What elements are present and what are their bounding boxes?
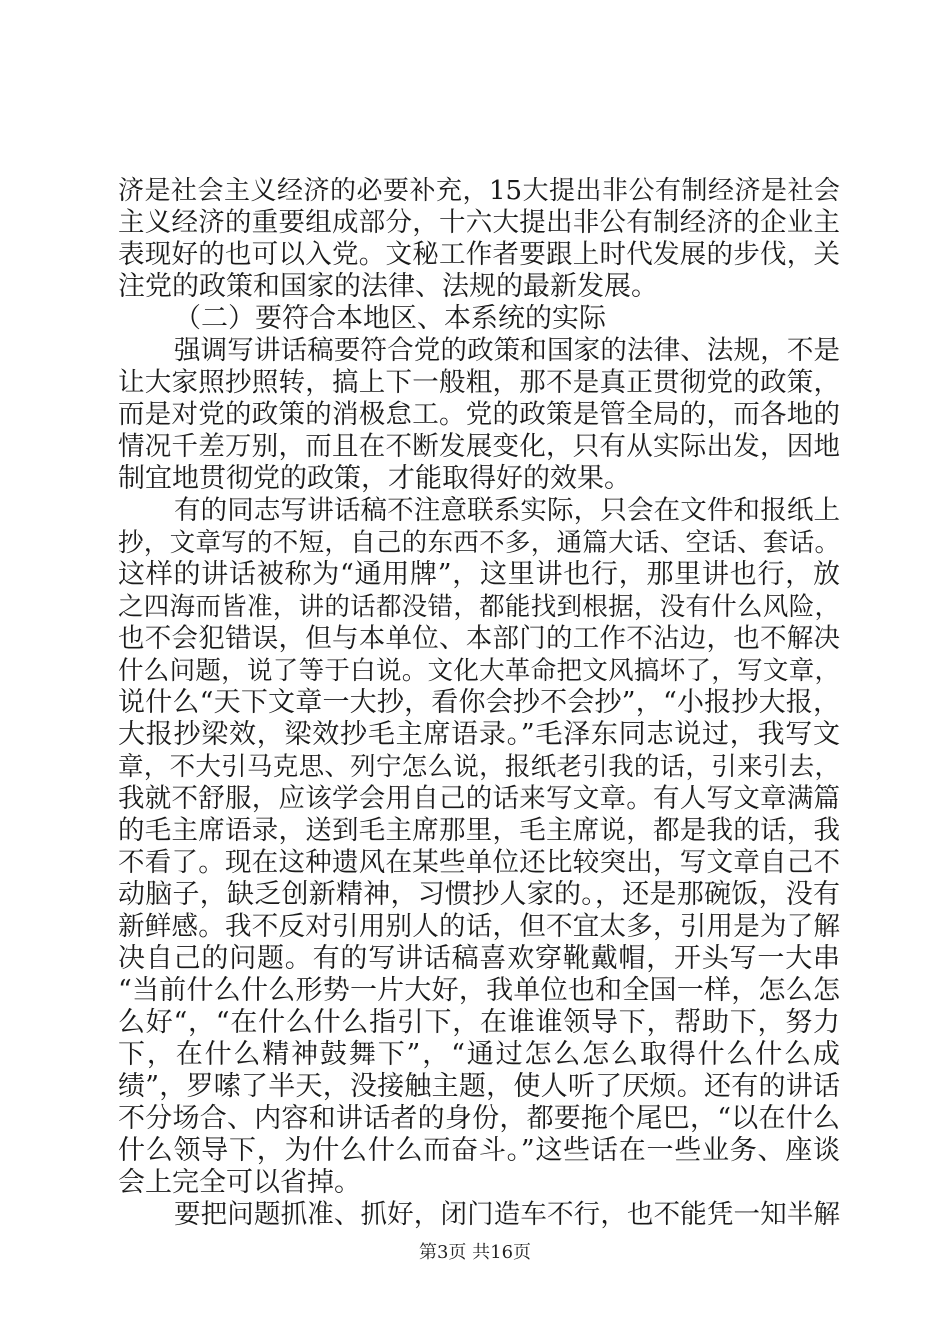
text-line: 大报抄梁效，梁效抄毛主席语录。”毛泽东同志说过，我写文	[118, 719, 840, 750]
text-line: 有的同志写讲话稿不注意联系实际，只会在文件和报纸上	[174, 495, 840, 526]
text-line: 这样的讲话被称为“通用牌”，这里讲也行，那里讲也行，放	[118, 559, 840, 590]
text-line: 之四海而皆准，讲的话都没错，都能找到根据，没有什么风险，	[118, 592, 840, 622]
text-line: 什么问题，说了等于白说。文化大革命把文风搞坏了，写文章，	[118, 656, 840, 686]
text-line: 抄，文章写的不短，自己的东西不多，通篇大话、空话、套话。	[118, 528, 840, 558]
text-line: 而是对党的政策的消极怠工。党的政策是管全局的，而各地的	[118, 399, 840, 430]
text-line: 下，在什么精神鼓舞下”，“通过怎么怎么取得什么什么成	[118, 1039, 840, 1070]
text-line: 章，不大引马克思、列宁怎么说，报纸老引我的话，引来引去，	[118, 752, 840, 782]
text-line: 么好“，“在什么什么指引下，在谁谁领导下，帮助下，努力	[118, 1007, 840, 1038]
text-line: 会上完全可以省掉。	[118, 1167, 361, 1198]
text-line: 说什么“天下文章一大抄，看你会抄不会抄”，“小报抄大报，	[118, 687, 840, 718]
text-line: 绩”，罗嗦了半天，没接触主题，使人听了厌烦。还有的讲话	[118, 1071, 840, 1102]
text-line: 主义经济的重要组成部分，十六大提出非公有制经济的企业主	[118, 207, 840, 238]
text-line: 要把问题抓准、抓好，闭门造车不行，也不能凭一知半解	[174, 1199, 840, 1230]
text-line: 注党的政策和国家的法律、法规的最新发展。	[118, 271, 658, 302]
text-line: 也不会犯错误，但与本单位、本部门的工作不沾边，也不解决	[118, 623, 840, 654]
text-line: 动脑子，缺乏创新精神，习惯抄人家的。，还是那碗饭，没有	[118, 879, 840, 910]
text-line: 制宜地贯彻党的政策，才能取得好的效果。	[118, 463, 631, 494]
text-line: 我就不舒服，应该学会用自己的话来写文章。有人写文章满篇	[118, 783, 840, 814]
text-line: “当前什么什么形势一片大好，我单位也和全国一样，怎么怎	[118, 975, 840, 1006]
text-line: 让大家照抄照转，搞上下一般粗，那不是真正贯彻党的政策，	[118, 367, 840, 398]
text-line: 强调写讲话稿要符合党的政策和国家的法律、法规，不是	[174, 335, 840, 366]
page-footer: 第3页 共16页	[418, 1242, 532, 1263]
text-line: 决自己的问题。有的写讲话稿喜欢穿靴戴帽，开头写一大串	[118, 943, 840, 974]
text-line: 情况千差万别，而且在不断发展变化，只有从实际出发，因地	[118, 431, 840, 462]
text-line: 不分场合、内容和讲话者的身份，都要拖个尾巴，“以在什么	[118, 1103, 840, 1134]
text-line: 新鲜感。我不反对引用别人的话，但不宜太多，引用是为了解	[118, 911, 840, 942]
text-line: 表现好的也可以入党。文秘工作者要跟上时代发展的步伐，关	[118, 239, 840, 270]
text-line: 的毛主席语录，送到毛主席那里，毛主席说，都是我的话，我	[118, 815, 840, 846]
text-line: 什么领导下，为什么什么而奋斗。”这些话在一些业务、座谈	[118, 1135, 840, 1166]
text-line: 不看了。现在这种遗风在某些单位还比较突出，写文章自己不	[118, 847, 840, 878]
text-line: （二）要符合本地区、本系统的实际	[174, 303, 606, 334]
text-line: 济是社会主义经济的必要补充，15大提出非公有制经济是社会	[118, 176, 840, 206]
document-body	[118, 175, 840, 1231]
